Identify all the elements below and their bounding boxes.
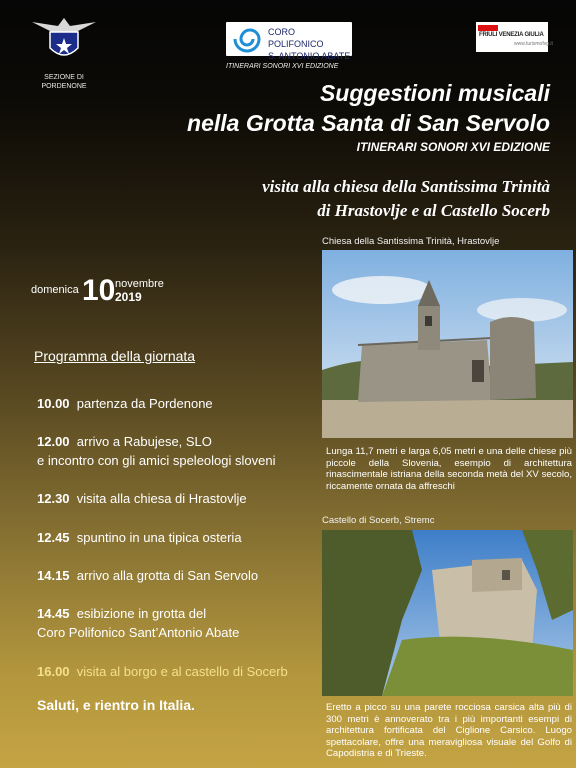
- program-time: 10.00: [37, 396, 70, 411]
- program-text: esibizione in grotta del: [76, 606, 207, 621]
- coro-subtitle: ITINERARI SONORI XVI EDIZIONE: [226, 63, 339, 70]
- fvg-logo-text: FRIULI VENEZIA GIULIA: [479, 32, 544, 38]
- date-month-year: [115, 278, 164, 304]
- date-year: 2019: [115, 290, 142, 304]
- coro-logo: [226, 22, 352, 61]
- title-line2: nella Grotta Santa di San Servolo: [187, 110, 550, 136]
- cai-caption: SEZIONE DI PORDENONE: [41, 74, 87, 90]
- program-item: [37, 528, 242, 547]
- date-month: novembre: [115, 278, 164, 290]
- church-description: Lunga 11,7 metri e larga 6,05 metri e una delle chiese più piccole della Slovenia, esempio di architettura rinascimentale istriana della seconda metà del XV secolo, riccamente ornata da affreschi: [326, 446, 572, 492]
- program-text: spuntino in una tipica osteria: [76, 530, 242, 545]
- coro-logo-line2: S. ANTONIO ABATE: [268, 51, 351, 61]
- castle-photo: [322, 530, 573, 696]
- church-photo: [322, 250, 573, 438]
- fvg-url: www.turismofvg.it: [514, 41, 553, 47]
- fvg-logo: [476, 22, 553, 52]
- program-time: 14.15: [37, 568, 70, 583]
- program-item: [37, 489, 247, 508]
- program-text: arrivo a Rabujese, SLO: [76, 434, 212, 449]
- swirl-icon: [229, 24, 265, 54]
- program-item: [37, 662, 288, 681]
- church-caption: Chiesa della Santissima Trinità, Hrastovlje: [322, 236, 500, 247]
- program-time: 12.30: [37, 491, 70, 506]
- program-item: [37, 394, 213, 413]
- eagle-shield-icon: [28, 14, 100, 66]
- visit-line2: di Hrastovlje e al Castello Socerb: [317, 201, 550, 220]
- fvg-red-stripe: [478, 25, 498, 31]
- program-text: visita alla chiesa di Hrastovlje: [76, 491, 247, 506]
- castle-illustration: [322, 530, 573, 696]
- title-subtitle: ITINERARI SONORI XVI EDIZIONE: [356, 140, 550, 154]
- church-illustration: [322, 250, 573, 438]
- program-text-2: e incontro con gli amici speleologi sloveni: [37, 453, 276, 468]
- program-text: visita al borgo e al castello di Socerb: [76, 664, 288, 679]
- program-text: arrivo alla grotta di San Servolo: [76, 568, 259, 583]
- program-time: 12.45: [37, 530, 70, 545]
- coro-logo-line1: CORO POLIFONICO: [268, 27, 324, 49]
- date-weekday: domenica: [31, 284, 79, 296]
- visit-line1: visita alla chiesa della Santissima Trinità: [262, 177, 550, 196]
- program-text-2: Coro Polifonico Sant’Antonio Abate: [37, 625, 240, 640]
- date-day: 10: [82, 274, 116, 307]
- farewell: Saluti, e rientro in Italia.: [37, 697, 195, 713]
- program-time: 14.45: [37, 606, 70, 621]
- program-text: partenza da Pordenone: [76, 396, 213, 411]
- castle-caption: Castello di Socerb, Stremc: [322, 515, 435, 526]
- castle-description: Eretto a picco su una parete rocciosa carsica alta più di 300 metri è annoverato tra i più importanti esempi di architettura fortificata del Ciglione Carsico. Luogo spettacolare, offre una meravigliosa visuale del Golfo di Capodistria e di Trieste.: [326, 702, 572, 760]
- program-heading: Programma della giornata: [34, 348, 196, 364]
- program-time: 12.00: [37, 434, 70, 449]
- title-line1: Suggestioni musicali: [319, 80, 550, 106]
- program-item: [37, 566, 258, 585]
- program-time: 16.00: [37, 664, 70, 679]
- program-item: [37, 432, 275, 470]
- program-item: [37, 604, 239, 642]
- cai-logo: [28, 14, 100, 91]
